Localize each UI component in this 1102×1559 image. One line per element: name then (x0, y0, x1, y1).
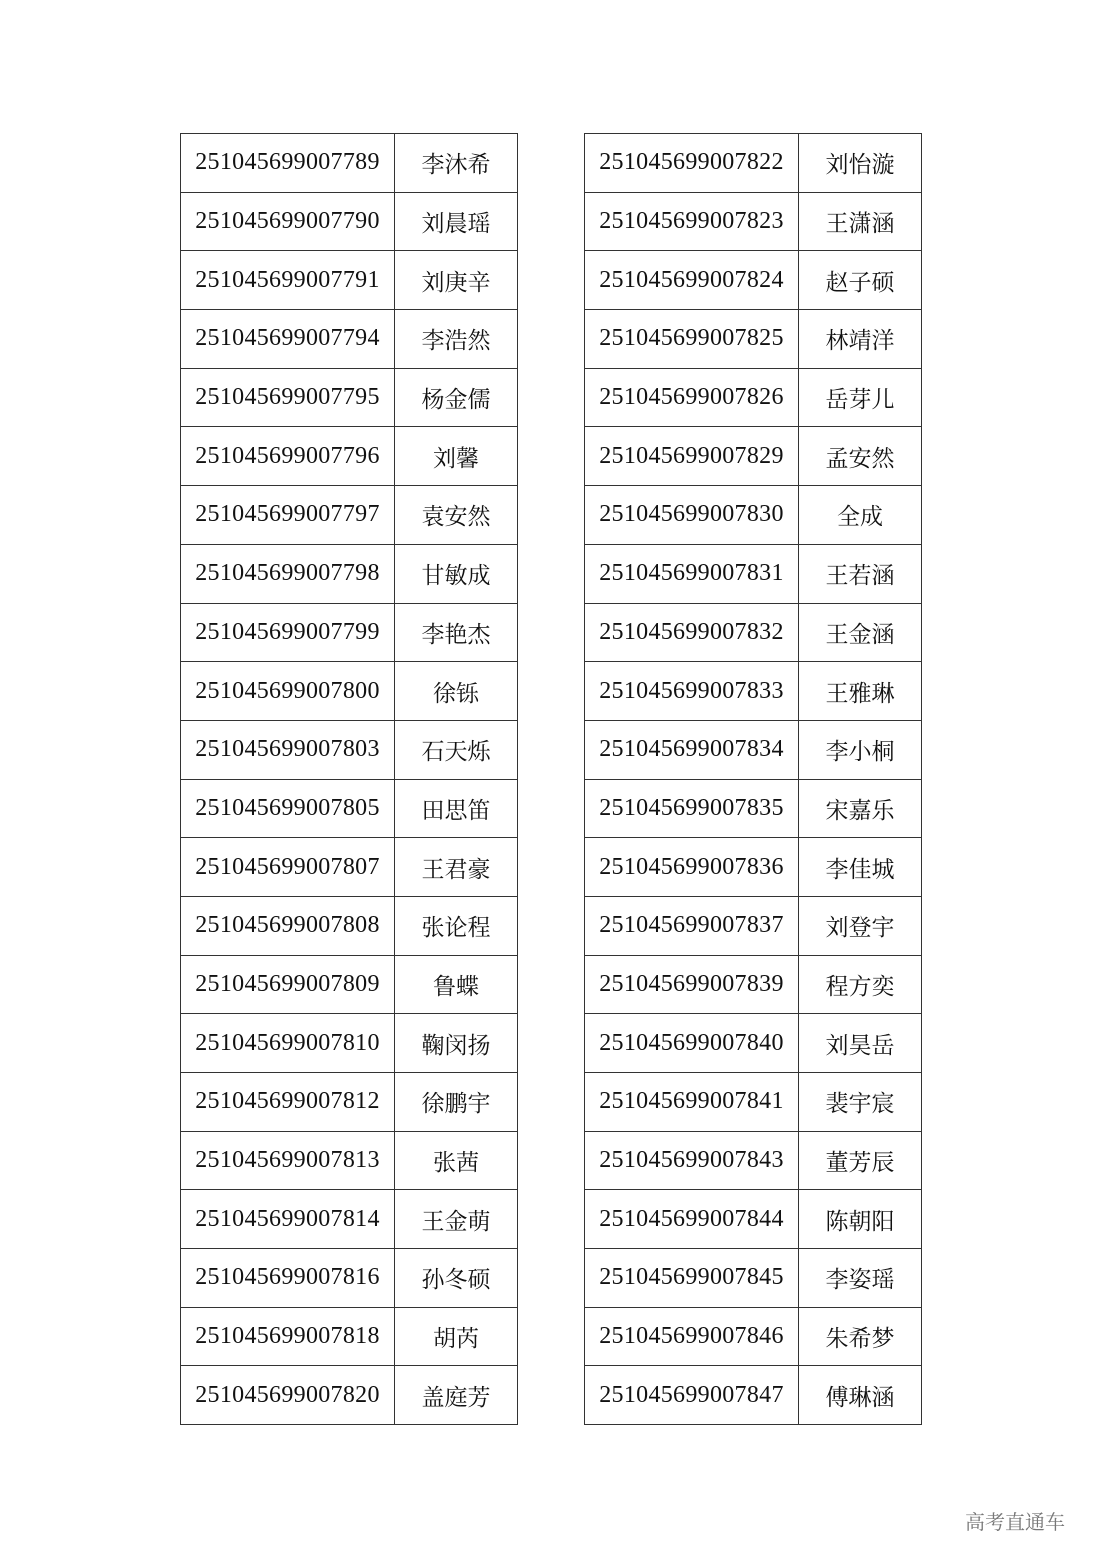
table-row (585, 192, 922, 251)
table-row (181, 896, 518, 955)
candidate-name-cell: 徐铄 (395, 662, 518, 721)
table-row (585, 896, 922, 955)
watermark: 高考直通车 (965, 1510, 1065, 1534)
table-row (181, 368, 518, 427)
table-row (585, 134, 922, 193)
candidate-name-cell: 李小桐 (799, 720, 922, 779)
candidate-name-cell: 李佳城 (799, 838, 922, 897)
table-row (585, 1366, 922, 1425)
candidate-id-cell: 251045699007809 (181, 955, 395, 1014)
table-row (585, 310, 922, 369)
table-row (181, 662, 518, 721)
left-roster-table (180, 133, 518, 1425)
candidate-name-cell: 傅琳涵 (799, 1366, 922, 1425)
candidate-id-cell: 251045699007847 (585, 1366, 799, 1425)
table-row (181, 1131, 518, 1190)
candidate-id-cell: 251045699007839 (585, 955, 799, 1014)
candidate-id-cell: 251045699007832 (585, 603, 799, 662)
table-row (181, 1014, 518, 1073)
table-row (585, 1014, 922, 1073)
candidate-id-cell: 251045699007796 (181, 427, 395, 486)
candidate-name-cell: 刘庚辛 (395, 251, 518, 310)
table-row (181, 544, 518, 603)
candidate-id-cell: 251045699007808 (181, 896, 395, 955)
candidate-name-cell: 程方奕 (799, 955, 922, 1014)
table-row (181, 1190, 518, 1249)
candidate-name-cell: 刘怡漩 (799, 134, 922, 193)
candidate-name-cell: 赵子硕 (799, 251, 922, 310)
candidate-name-cell: 张茜 (395, 1131, 518, 1190)
table-row (585, 720, 922, 779)
candidate-name-cell: 岳芽儿 (799, 368, 922, 427)
candidate-name-cell: 石天烁 (395, 720, 518, 779)
candidate-id-cell: 251045699007798 (181, 544, 395, 603)
table-row (181, 310, 518, 369)
table-row (585, 1307, 922, 1366)
table-row (585, 486, 922, 545)
table-row (585, 1249, 922, 1308)
candidate-id-cell: 251045699007810 (181, 1014, 395, 1073)
table-row (181, 1073, 518, 1132)
candidate-name-cell: 鲁蝶 (395, 955, 518, 1014)
table-row (181, 1366, 518, 1425)
candidate-name-cell: 杨金儒 (395, 368, 518, 427)
candidate-id-cell: 251045699007799 (181, 603, 395, 662)
table-row (585, 1131, 922, 1190)
candidate-name-cell: 陈朝阳 (799, 1190, 922, 1249)
table-row (181, 486, 518, 545)
candidate-id-cell: 251045699007790 (181, 192, 395, 251)
candidate-id-cell: 251045699007837 (585, 896, 799, 955)
candidate-name-cell: 李浩然 (395, 310, 518, 369)
candidate-id-cell: 251045699007795 (181, 368, 395, 427)
right-roster-table (584, 133, 922, 1425)
candidate-id-cell: 251045699007794 (181, 310, 395, 369)
table-row (585, 368, 922, 427)
candidate-id-cell: 251045699007846 (585, 1307, 799, 1366)
candidate-name-cell: 刘昊岳 (799, 1014, 922, 1073)
candidate-name-cell: 林靖洋 (799, 310, 922, 369)
candidate-name-cell: 王君豪 (395, 838, 518, 897)
table-row (181, 779, 518, 838)
table-row (181, 427, 518, 486)
candidate-id-cell: 251045699007816 (181, 1249, 395, 1308)
table-row (585, 544, 922, 603)
candidate-name-cell: 胡芮 (395, 1307, 518, 1366)
candidate-id-cell: 251045699007845 (585, 1249, 799, 1308)
table-row (585, 1190, 922, 1249)
table-row (181, 603, 518, 662)
candidate-name-cell: 宋嘉乐 (799, 779, 922, 838)
table-row (181, 955, 518, 1014)
candidate-name-cell: 王金涵 (799, 603, 922, 662)
table-row (181, 251, 518, 310)
candidate-id-cell: 251045699007843 (585, 1131, 799, 1190)
table-row (585, 427, 922, 486)
table-row (181, 720, 518, 779)
candidate-id-cell: 251045699007791 (181, 251, 395, 310)
table-row (181, 838, 518, 897)
candidate-name-cell: 田思笛 (395, 779, 518, 838)
candidate-id-cell: 251045699007844 (585, 1190, 799, 1249)
candidate-id-cell: 251045699007805 (181, 779, 395, 838)
candidate-name-cell: 盖庭芳 (395, 1366, 518, 1425)
candidate-id-cell: 251045699007841 (585, 1073, 799, 1132)
candidate-id-cell: 251045699007835 (585, 779, 799, 838)
table-row (585, 603, 922, 662)
candidate-name-cell: 刘馨 (395, 427, 518, 486)
candidate-name-cell: 裴宇宸 (799, 1073, 922, 1132)
candidate-id-cell: 251045699007812 (181, 1073, 395, 1132)
table-row (585, 779, 922, 838)
candidate-name-cell: 李沐希 (395, 134, 518, 193)
candidate-name-cell: 全成 (799, 486, 922, 545)
candidate-name-cell: 张论程 (395, 896, 518, 955)
candidate-id-cell: 251045699007803 (181, 720, 395, 779)
table-row (585, 251, 922, 310)
candidate-id-cell: 251045699007797 (181, 486, 395, 545)
candidate-id-cell: 251045699007807 (181, 838, 395, 897)
candidate-name-cell: 甘敏成 (395, 544, 518, 603)
candidate-id-cell: 251045699007826 (585, 368, 799, 427)
candidate-id-cell: 251045699007830 (585, 486, 799, 545)
candidate-name-cell: 孟安然 (799, 427, 922, 486)
candidate-id-cell: 251045699007824 (585, 251, 799, 310)
candidate-name-cell: 王雅琳 (799, 662, 922, 721)
table-row (585, 1073, 922, 1132)
candidate-name-cell: 刘登宇 (799, 896, 922, 955)
table-row (181, 192, 518, 251)
candidate-id-cell: 251045699007833 (585, 662, 799, 721)
candidate-id-cell: 251045699007814 (181, 1190, 395, 1249)
candidate-id-cell: 251045699007831 (585, 544, 799, 603)
candidate-name-cell: 王金萌 (395, 1190, 518, 1249)
table-row (585, 838, 922, 897)
candidate-id-cell: 251045699007834 (585, 720, 799, 779)
candidate-id-cell: 251045699007823 (585, 192, 799, 251)
table-row (181, 1249, 518, 1308)
candidate-name-cell: 王潇涵 (799, 192, 922, 251)
candidate-name-cell: 李艳杰 (395, 603, 518, 662)
candidate-id-cell: 251045699007825 (585, 310, 799, 369)
candidate-name-cell: 李姿瑶 (799, 1249, 922, 1308)
candidate-name-cell: 王若涵 (799, 544, 922, 603)
candidate-id-cell: 251045699007800 (181, 662, 395, 721)
candidate-name-cell: 董芳辰 (799, 1131, 922, 1190)
candidate-id-cell: 251045699007840 (585, 1014, 799, 1073)
table-row (585, 955, 922, 1014)
candidate-id-cell: 251045699007820 (181, 1366, 395, 1425)
candidate-name-cell: 徐鹏宇 (395, 1073, 518, 1132)
candidate-name-cell: 鞠闵扬 (395, 1014, 518, 1073)
candidate-id-cell: 251045699007836 (585, 838, 799, 897)
candidate-name-cell: 袁安然 (395, 486, 518, 545)
candidate-id-cell: 251045699007818 (181, 1307, 395, 1366)
candidate-id-cell: 251045699007789 (181, 134, 395, 193)
candidate-name-cell: 刘晨瑶 (395, 192, 518, 251)
candidate-name-cell: 朱希梦 (799, 1307, 922, 1366)
table-row (181, 134, 518, 193)
candidate-id-cell: 251045699007813 (181, 1131, 395, 1190)
candidate-id-cell: 251045699007822 (585, 134, 799, 193)
candidate-name-cell: 孙冬硕 (395, 1249, 518, 1308)
candidate-id-cell: 251045699007829 (585, 427, 799, 486)
table-row (181, 1307, 518, 1366)
table-row (585, 662, 922, 721)
